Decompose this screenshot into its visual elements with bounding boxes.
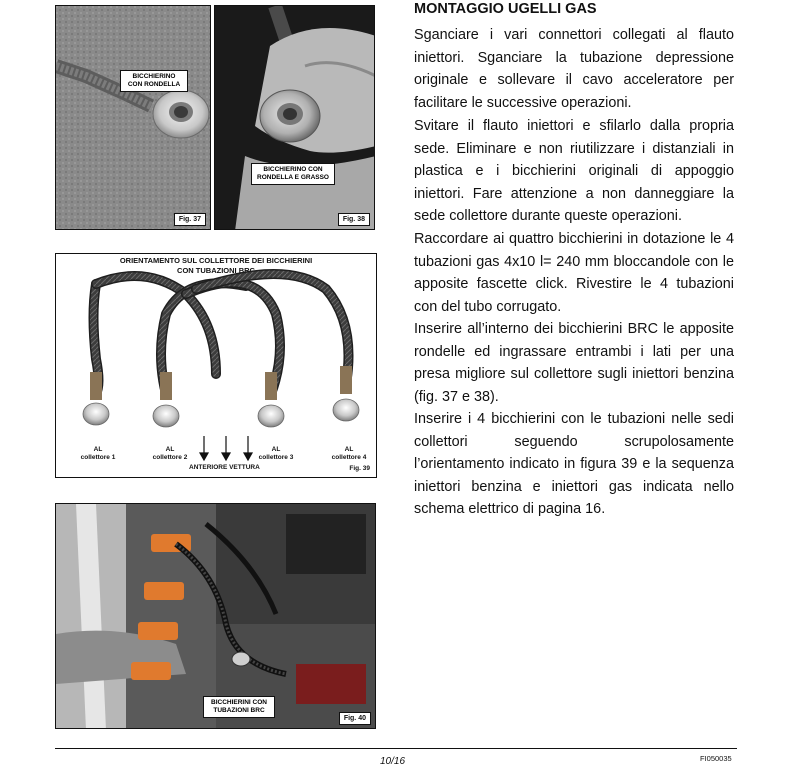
section-heading: MONTAGGIO UGELLI GAS (414, 1, 597, 17)
label-collettore: collettore 2 (152, 454, 188, 461)
fig38-callout: BICCHIERINO CON RONDELLA E GRASSO (251, 163, 335, 185)
fig38-tag: Fig. 38 (338, 213, 370, 226)
fig38-photo (214, 5, 375, 230)
label-al: AL (271, 446, 281, 453)
label-collettore: collettore 4 (331, 454, 367, 461)
paragraph-4: Inserire all’interno dei bicchierini BRC le apposite rondelle ed ingrassare entrambi i lati per una presa migliore sul collettore sugli iniettori benzina (fig. 37 e 38). (414, 321, 734, 405)
paragraph-5: Inserire i 4 bicchierini con le tubazioni nelle sedi collettori seguendo scrupolosamente l’orientamento indicato in figura 39 e la sequenza iniettori benzina e iniettori gas indicata nello schema elettrico di pagina 16. (414, 411, 734, 517)
label-al: AL (344, 446, 354, 453)
fig39-hoses (56, 254, 376, 476)
paragraph-3: Raccordare ai quattro bicchierini in dotazione le 4 tubazioni gas 4x10 l= 240 mm bloccandole con le apposite fascette click. Rivestire le 4 tubazioni con del tubo corrugato. (414, 231, 734, 315)
fig40-tag: Fig. 40 (339, 712, 371, 725)
fig38-image (215, 6, 375, 230)
paragraph-2: Svitare il flauto iniettori e sfilarlo dalla propria sede. Eliminare e non riutilizzare i distanziali in plastica e i bicchierini originali di appoggio iniettori. Fare attenzione a non danneggiare la sede collettore durante queste operazioni. (414, 118, 734, 224)
fig39-diagram (55, 253, 377, 478)
paragraph-1: Sganciare i vari connettori collegati al flauto iniettori. Sganciare la tubazione depressione originale e sollevare il cavo acceleratore per facilitare le successive operazioni. (414, 27, 734, 111)
fig39-title: ORIENTAMENTO SUL COLLETTORE DEI BICCHIERINI CON TUBAZIONI BRC (119, 256, 313, 275)
fig37-photo (55, 5, 211, 230)
label-collettore-2 (142, 446, 198, 462)
label-al: AL (165, 446, 175, 453)
fig37-tag: Fig. 37 (174, 213, 206, 226)
label-al: AL (93, 446, 103, 453)
document-code: FI050035 (700, 754, 732, 763)
fig39-tag: Fig. 39 (349, 465, 370, 472)
fig37-callout: BICCHIERINO CON RONDELLA (120, 70, 188, 92)
label-collettore-3 (248, 446, 304, 462)
front-arrows (200, 436, 252, 460)
label-collettore: collettore 3 (258, 454, 294, 461)
fig37-image (56, 6, 211, 230)
footer-rule (55, 748, 737, 749)
fig40-photo (55, 503, 376, 729)
fig40-callout: BICCHIERINI CON TUBAZIONI BRC (203, 696, 275, 718)
label-collettore: collettore 1 (80, 454, 116, 461)
label-collettore-4 (321, 446, 377, 462)
page-number: 10/16 (380, 756, 406, 767)
anteriore-vettura-label: ANTERIORE VETTURA (189, 464, 260, 471)
label-collettore-1 (70, 446, 126, 462)
